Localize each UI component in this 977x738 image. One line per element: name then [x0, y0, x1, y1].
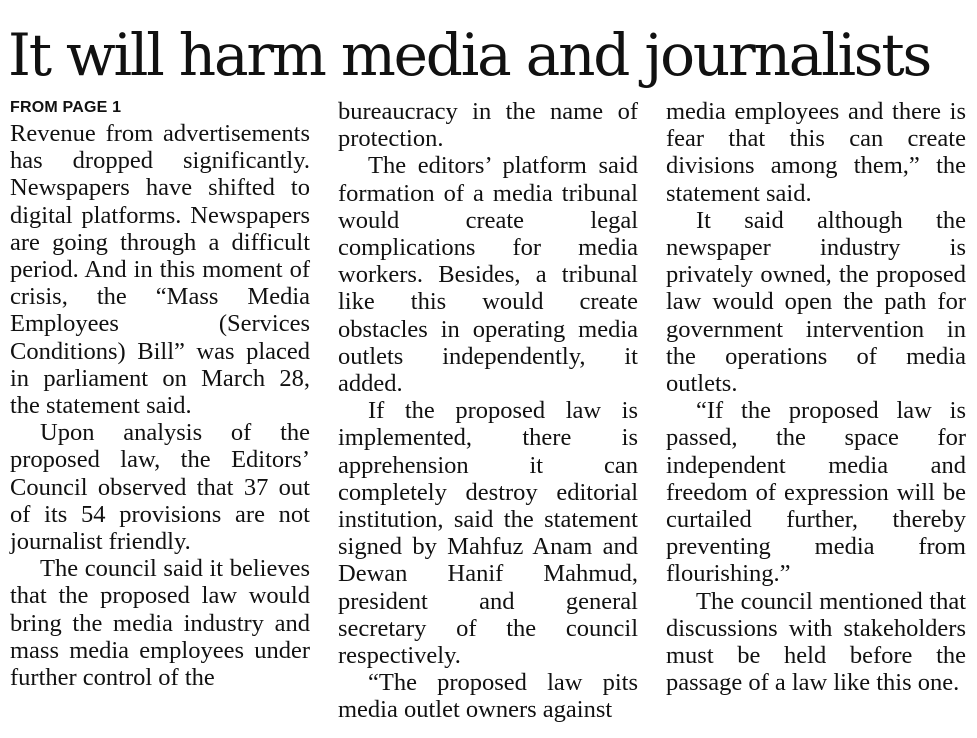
paragraph: media employees and there is fear that this can create divisions among them,” the statement said. [666, 98, 966, 207]
article-column-3 [666, 98, 966, 696]
continuation-kicker: FROM PAGE 1 [10, 99, 122, 116]
paragraph: Upon analysis of the proposed law, the Editors’ Council observed that 37 out of its 54 provisions are not journalist friendly. [10, 419, 310, 556]
paragraph: “If the proposed law is passed, the space for independent media and freedom of expression will be curtailed further, thereby preventing media from flourishing.” [666, 397, 966, 588]
paragraph: It said although the newspaper industry is privately owned, the proposed law would open the path for government intervention in the operations of media outlets. [666, 206, 966, 398]
paragraph: The council said it believes that the proposed law would bring the media industry and mass media employees under further control of the [10, 555, 310, 692]
article-column-1 [10, 98, 310, 691]
article-headline: It will harm media and journalists [8, 21, 931, 89]
paragraph: If the proposed law is implemented, there is apprehension it can completely destroy editorial institution, said the statement signed by Mahfuz Anam and Dewan Hanif Mahmud, president and general secretary of the council respectively. [338, 397, 638, 670]
article-column-2 [338, 98, 638, 724]
paragraph: Revenue from advertisements has dropped significantly. Newspapers have shifted to digital platforms. Newspapers are going through a difficult period. And in this moment of crisis, the “Mass Media Employees (Services Conditions) Bill” was placed in parliament on March 28, the statement said. [10, 120, 310, 420]
paragraph: The editors’ platform said formation of a media tribunal would create legal complications for media workers. Besides, a tribunal like this would create obstacles in operating media outlets independently, it added. [338, 152, 638, 398]
paragraph: The council mentioned that discussions with stakeholders must be held before the passage of a law like this one. [666, 587, 966, 697]
paragraph: “The proposed law pits media outlet owners against [338, 669, 638, 724]
paragraph: bureaucracy in the name of protection. [338, 98, 638, 153]
